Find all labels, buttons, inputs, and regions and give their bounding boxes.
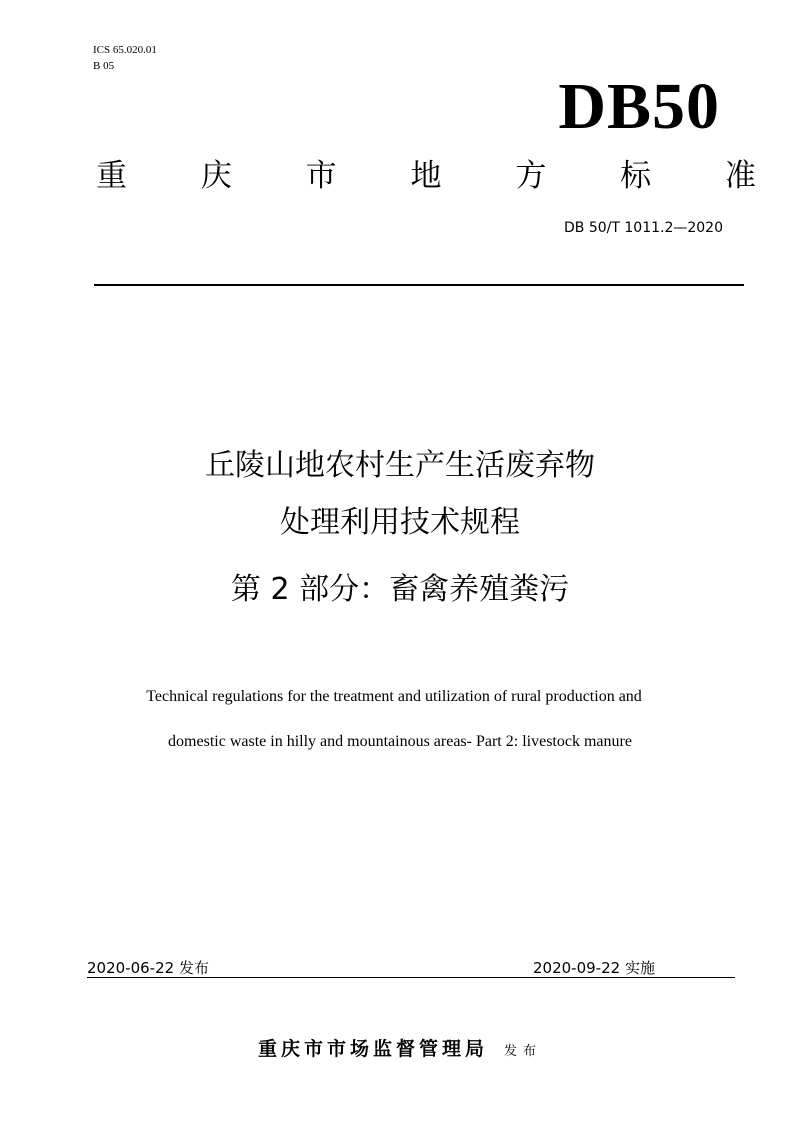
- header-divider: [94, 284, 744, 286]
- standard-type-char: 标: [620, 158, 652, 194]
- title-line-3: 第 2 部分：畜禽养殖粪污: [230, 572, 570, 607]
- issuing-authority: [0, 1036, 800, 1065]
- ics-code: ICS 65.020.01: [93, 44, 157, 56]
- english-title-line-2: domestic waste in hilly and mountainous areas- Part 2: livestock manure: [168, 733, 632, 750]
- issuer-suffix: 发布: [504, 1044, 543, 1059]
- standard-type-heading: [96, 156, 756, 196]
- implement-date: 2020-09-22 实施: [533, 959, 655, 977]
- standard-type-char: 重: [96, 158, 127, 194]
- standard-type-char: 庆: [200, 158, 232, 194]
- issuer-name: 重庆市市场监督管理局: [257, 1038, 488, 1060]
- standard-type-char: 地: [410, 158, 442, 194]
- title-line-1: 丘陵山地农村生产生活废弃物: [205, 448, 595, 483]
- title-line-2: 处理利用技术规程: [280, 505, 520, 540]
- ccs-code: B 05: [93, 60, 115, 72]
- footer-divider: [87, 977, 735, 978]
- standard-type-char: 准: [724, 158, 756, 194]
- publish-date: 2020-06-22 发布: [87, 959, 209, 977]
- english-title-line-1: Technical regulations for the treatment and utilization of rural production and: [146, 688, 642, 705]
- standard-type-char: 市: [305, 158, 337, 194]
- standard-logo: DB50: [558, 70, 720, 143]
- standard-type-char: 方: [515, 158, 547, 194]
- standard-number: DB 50/T 1011.2—2020: [564, 220, 723, 236]
- classification-codes: [93, 42, 157, 74]
